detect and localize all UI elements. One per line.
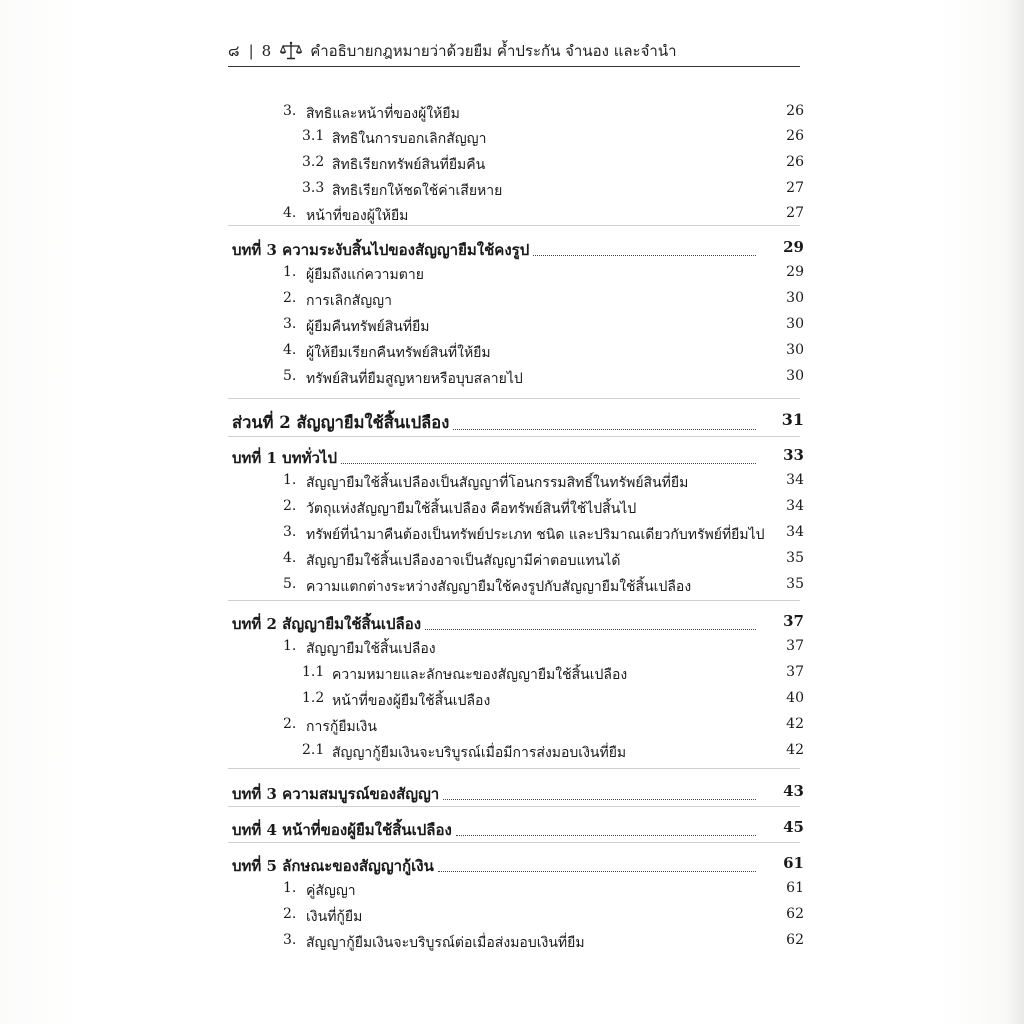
toc-entry-page: 34 <box>786 498 804 514</box>
toc-entry[interactable] <box>0 818 1024 846</box>
toc-entry-page: 35 <box>786 550 804 566</box>
toc-entry-title: ผู้ให้ยืมเรียกคืนทรัพย์สินที่ให้ยืม <box>306 345 491 361</box>
toc-entry-number: 3. <box>283 524 297 540</box>
toc-entry[interactable] <box>0 154 1024 182</box>
toc-entry-number: 3.2 <box>302 154 325 170</box>
toc-entry[interactable] <box>0 472 1024 500</box>
dotted-leader <box>453 429 756 430</box>
toc-entry[interactable] <box>0 906 1024 934</box>
toc-entry[interactable] <box>0 410 1024 438</box>
toc-entry-title: การเลิกสัญญา <box>306 293 392 309</box>
toc-entry-page: 40 <box>786 690 804 706</box>
toc-entry-title: หน้าที่ของผู้ยืมใช้สิ้นเปลือง <box>332 693 491 709</box>
toc-entry-number: 1. <box>283 638 297 654</box>
toc-entry-page: 62 <box>786 906 804 922</box>
toc-entry-number: 2. <box>283 498 297 514</box>
toc-entry-number: 1. <box>283 264 297 280</box>
toc-entry-page: 30 <box>786 368 804 384</box>
toc-entry-title: สัญญายืมใช้สิ้นเปลืองเป็นสัญญาที่โอนกรรมสิทธิ์ในทรัพย์สินที่ยืม <box>306 475 689 491</box>
toc-entry-title: สัญญายืมใช้สิ้นเปลืองอาจเป็นสัญญามีค่าตอบแทนได้ <box>306 553 621 569</box>
toc-entry-page: 42 <box>786 742 804 758</box>
toc-entry-number: 1. <box>283 880 297 896</box>
toc-entry-page: 37 <box>786 664 804 680</box>
toc-entry[interactable] <box>0 612 1024 640</box>
toc-entry[interactable] <box>0 576 1024 604</box>
toc-entry-number: 5. <box>283 576 297 592</box>
toc-entry-page: 42 <box>786 716 804 732</box>
toc-entry[interactable] <box>0 316 1024 344</box>
toc-entry[interactable] <box>0 524 1024 552</box>
toc-entry-number: 2. <box>283 290 297 306</box>
toc-entry[interactable] <box>0 238 1024 266</box>
section-divider <box>228 398 800 399</box>
toc-entry-title: หน้าที่ของผู้ให้ยืม <box>306 208 409 224</box>
toc-entry-page: 30 <box>786 316 804 332</box>
toc-entry-number: 3. <box>283 316 297 332</box>
dotted-leader <box>438 871 756 872</box>
toc-entry-title: บทที่ 2 สัญญายืมใช้สิ้นเปลือง <box>232 615 422 633</box>
toc-entry[interactable] <box>0 498 1024 526</box>
toc-entry-page: 26 <box>786 128 804 144</box>
toc-entry-title: บทที่ 4 หน้าที่ของผู้ยืมใช้สิ้นเปลือง <box>232 821 452 839</box>
toc-entry-title: สัญญายืมใช้สิ้นเปลือง <box>306 641 436 657</box>
toc-entry[interactable] <box>0 742 1024 770</box>
toc-entry-page: 34 <box>786 472 804 488</box>
toc-entry-page: 29 <box>783 238 804 256</box>
toc-entry-number: 4. <box>283 550 297 566</box>
toc-entry-page: 61 <box>783 854 804 872</box>
toc-entry[interactable] <box>0 716 1024 744</box>
toc-entry-page: 27 <box>786 180 804 196</box>
toc-entry-number: 2. <box>283 906 297 922</box>
toc-entry-title: วัตถุแห่งสัญญายืมใช้สิ้นเปลือง คือทรัพย์สินที่ใช้ไปสิ้นไป <box>306 501 637 517</box>
toc-entry-number: 3. <box>283 103 297 119</box>
toc-entry-page: 33 <box>783 446 804 464</box>
toc-entry-number: 4. <box>283 205 297 221</box>
dotted-leader <box>425 629 756 630</box>
toc-entry-number: 1.1 <box>302 664 325 680</box>
toc-entry[interactable] <box>0 342 1024 370</box>
toc-entry-number: 2. <box>283 716 297 732</box>
toc-entry-number: 2.1 <box>302 742 325 758</box>
toc-entry[interactable] <box>0 446 1024 474</box>
toc-entry-title: การกู้ยืมเงิน <box>306 719 377 735</box>
toc-entry[interactable] <box>0 264 1024 292</box>
toc-entry-page: 29 <box>786 264 804 280</box>
toc-entry-number: 3.1 <box>302 128 325 144</box>
toc-entry-page: 62 <box>786 932 804 948</box>
toc-entry-number: 3.3 <box>302 180 325 196</box>
toc-entry-page: 45 <box>783 818 804 836</box>
toc-entry-page: 27 <box>786 205 804 221</box>
toc-entry-title: สิทธิเรียกทรัพย์สินที่ยืมคืน <box>332 157 486 173</box>
toc-entry-title: บทที่ 3 ความสมบูรณ์ของสัญญา <box>232 785 440 803</box>
toc-entry-title: บทที่ 3 ความระงับสิ้นไปของสัญญายืมใช้คงรูป <box>232 241 530 259</box>
toc-entry-title: ผู้ยืมถึงแก่ความตาย <box>306 267 424 283</box>
toc-entry-page: 30 <box>786 290 804 306</box>
toc-entry-number: 5. <box>283 368 297 384</box>
toc-entry-title: สิทธิและหน้าที่ของผู้ให้ยืม <box>306 106 460 122</box>
toc-entry-title: ส่วนที่ 2 สัญญายืมใช้สิ้นเปลือง <box>232 413 450 432</box>
toc-entry-page: 43 <box>783 782 804 800</box>
dotted-leader <box>443 799 756 800</box>
toc-entry-title: บทที่ 5 ลักษณะของสัญญากู้เงิน <box>232 857 434 875</box>
toc-entry-number: 1. <box>283 472 297 488</box>
toc-entry[interactable] <box>0 290 1024 318</box>
dotted-leader <box>341 463 756 464</box>
dotted-leader <box>456 835 756 836</box>
toc-entry-number: 3. <box>283 932 297 948</box>
toc-entry-page: 26 <box>786 154 804 170</box>
toc-entry-title: สัญญากู้ยืมเงินจะบริบูรณ์ต่อเมื่อส่งมอบเงินที่ยืม <box>306 935 585 951</box>
toc-entry[interactable] <box>0 880 1024 908</box>
toc-entry[interactable] <box>0 180 1024 208</box>
toc-entry-title: บทที่ 1 บททั่วไป <box>232 449 337 467</box>
toc-entry-page: 61 <box>786 880 804 896</box>
toc-entry-number: 4. <box>283 342 297 358</box>
toc-entry-number: 1.2 <box>302 690 325 706</box>
toc-entry-page: 31 <box>781 410 804 429</box>
toc-entry-title: สิทธิในการบอกเลิกสัญญา <box>332 131 487 147</box>
toc-entry[interactable] <box>0 664 1024 692</box>
toc-entry-title: คู่สัญญา <box>306 883 356 899</box>
toc-entry-page: 34 <box>786 524 804 540</box>
toc-entry[interactable] <box>0 690 1024 718</box>
toc-entry-page: 26 <box>786 103 804 119</box>
toc-entry-page: 30 <box>786 342 804 358</box>
toc-entry-page: 35 <box>786 576 804 592</box>
toc-entry[interactable] <box>0 550 1024 578</box>
toc-entry-title: ความแตกต่างระหว่างสัญญายืมใช้คงรูปกับสัญญายืมใช้สิ้นเปลือง <box>306 579 692 595</box>
book-title: คำอธิบายกฎหมายว่าด้วยยืม ค้ำประกัน จำนอง และจำนำ <box>310 42 677 60</box>
page-number-thai: ๘ <box>228 42 241 60</box>
toc-entry-title: ทรัพย์สินที่ยืมสูญหายหรือบุบสลายไป <box>306 371 523 387</box>
toc-entry-title: สิทธิเรียกให้ชดใช้ค่าเสียหาย <box>332 183 503 199</box>
toc-entry-title: ทรัพย์ที่นำมาคืนต้องเป็นทรัพย์ประเภท ชนิด และปริมาณเดียวกับทรัพย์ที่ยืมไป <box>306 527 765 543</box>
toc-entry[interactable] <box>0 638 1024 666</box>
toc-entry-page: 37 <box>783 612 804 630</box>
toc-entry[interactable] <box>0 932 1024 960</box>
header-separator: | <box>248 42 254 60</box>
toc-entry-title: เงินที่กู้ยืม <box>306 909 363 925</box>
toc-entry-title: ความหมายและลักษณะของสัญญายืมใช้สิ้นเปลือง <box>332 667 628 683</box>
toc-entry[interactable] <box>0 368 1024 396</box>
dotted-leader <box>533 255 756 256</box>
page-number-arabic: 8 <box>261 42 273 60</box>
toc-entry[interactable] <box>0 128 1024 156</box>
toc-entry[interactable] <box>0 854 1024 882</box>
toc-entry[interactable] <box>0 782 1024 810</box>
toc-entry[interactable] <box>0 205 1024 233</box>
toc-entry[interactable] <box>0 103 1024 131</box>
toc-entry-title: ผู้ยืมคืนทรัพย์สินที่ยืม <box>306 319 430 335</box>
toc-entry-title: สัญญากู้ยืมเงินจะบริบูรณ์เมื่อมีการส่งมอบเงินที่ยืม <box>332 745 627 761</box>
toc-entry-page: 37 <box>786 638 804 654</box>
